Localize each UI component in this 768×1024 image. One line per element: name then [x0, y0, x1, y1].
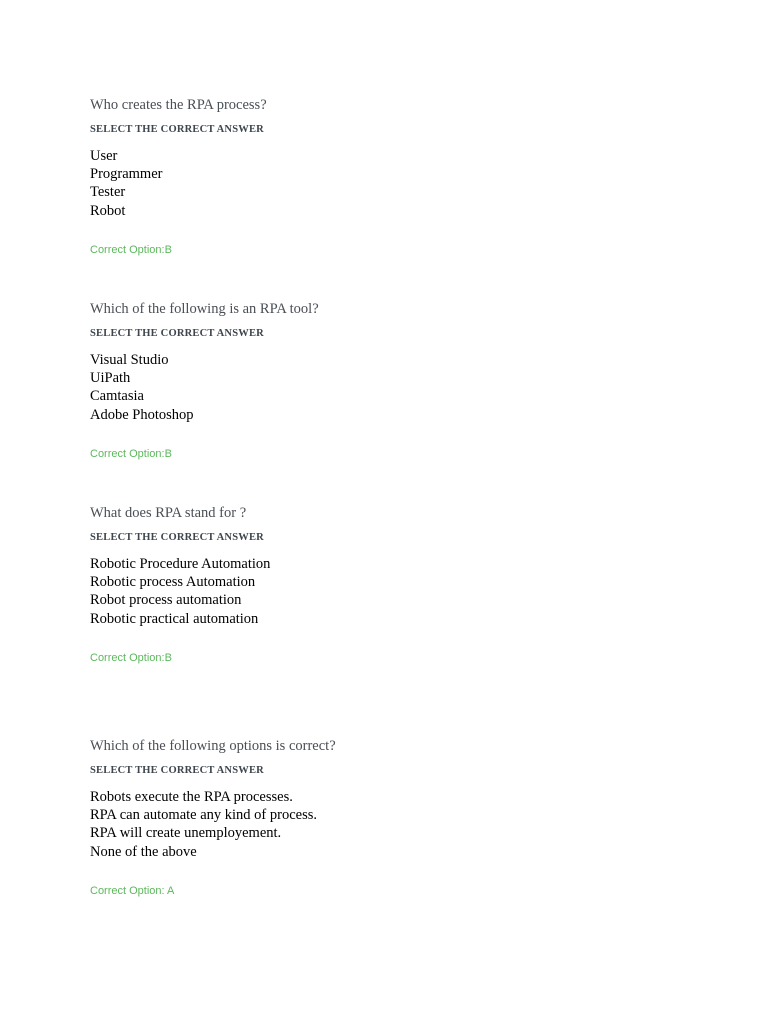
options-list: [90, 555, 690, 628]
question-block-2: [90, 300, 690, 461]
option-d[interactable]: Adobe Photoshop: [90, 406, 194, 423]
option-a[interactable]: Visual Studio: [90, 352, 169, 368]
correct-option: Correct Option:B: [90, 447, 172, 460]
options-list: [90, 351, 690, 424]
option-a[interactable]: Robots execute the RPA processes.: [90, 789, 293, 805]
question-text: What does RPA stand for ?: [90, 505, 247, 521]
option-a[interactable]: Robotic Procedure Automation: [90, 556, 271, 572]
question-text: Which of the following is an RPA tool?: [90, 301, 319, 317]
options-list: [90, 788, 690, 861]
option-c[interactable]: RPA will create unemployement.: [90, 825, 282, 842]
select-answer-label: SELECT THE CORRECT ANSWER: [90, 765, 264, 776]
option-b[interactable]: Programmer: [90, 166, 163, 183]
option-c[interactable]: Tester: [90, 184, 126, 201]
option-b[interactable]: Robotic process Automation: [90, 574, 256, 591]
option-b[interactable]: RPA can automate any kind of process.: [90, 807, 317, 824]
select-answer-label: SELECT THE CORRECT ANSWER: [90, 532, 264, 543]
correct-option: Correct Option:B: [90, 243, 172, 256]
select-answer-label: SELECT THE CORRECT ANSWER: [90, 328, 264, 339]
option-a[interactable]: User: [90, 148, 118, 164]
correct-option: Correct Option: A: [90, 884, 175, 897]
question-block-4: [90, 737, 690, 898]
option-d[interactable]: None of the above: [90, 843, 197, 860]
question-block-1: [90, 96, 690, 257]
correct-option: Correct Option:B: [90, 651, 172, 664]
question-block-3: [90, 504, 690, 665]
question-text: Which of the following options is correct?: [90, 738, 336, 754]
select-answer-label: SELECT THE CORRECT ANSWER: [90, 124, 264, 135]
option-d[interactable]: Robotic practical automation: [90, 610, 259, 627]
question-text: Who creates the RPA process?: [90, 97, 267, 113]
options-list: [90, 147, 690, 220]
option-c[interactable]: Camtasia: [90, 388, 144, 405]
option-c[interactable]: Robot process automation: [90, 592, 242, 609]
option-d[interactable]: Robot: [90, 202, 126, 219]
option-b[interactable]: UiPath: [90, 370, 131, 387]
